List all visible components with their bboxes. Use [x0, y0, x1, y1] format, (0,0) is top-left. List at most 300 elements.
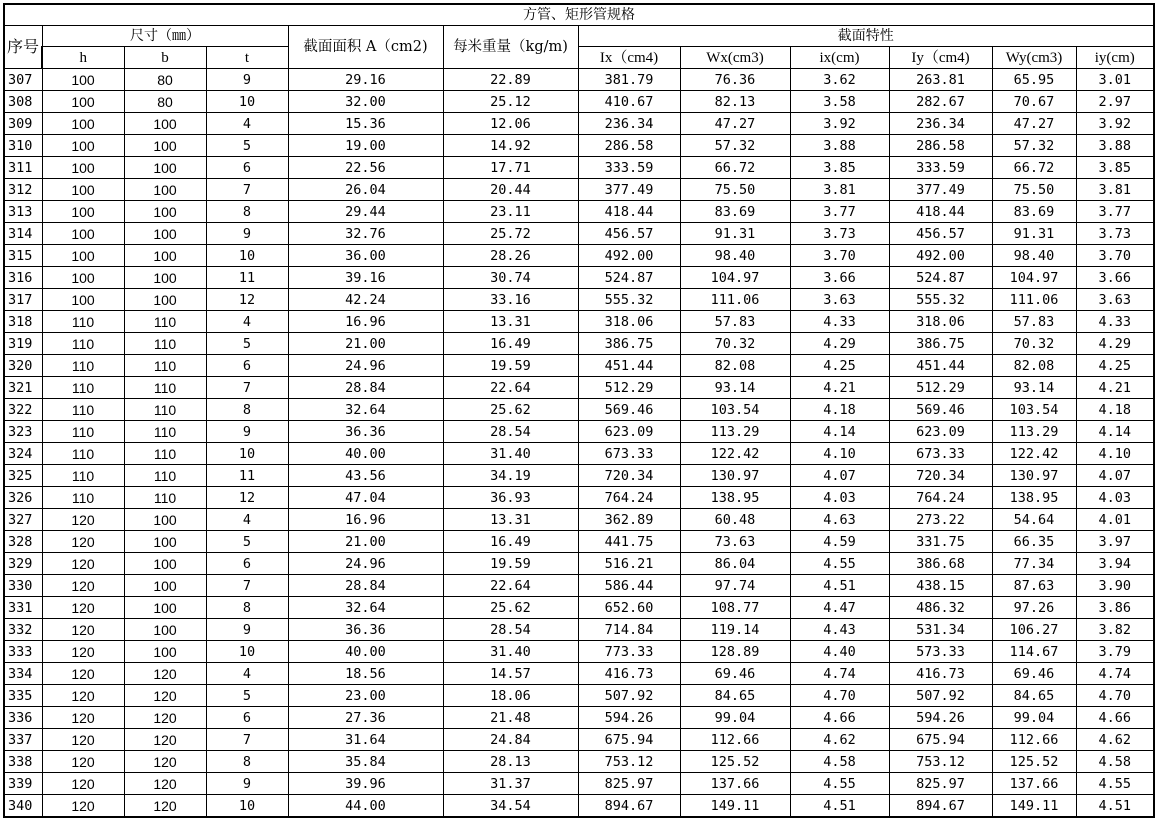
wy-cell: 114.67 — [992, 641, 1076, 663]
h-cell: 100 — [42, 245, 124, 267]
wx-cell: 93.14 — [680, 377, 790, 399]
area-cell: 21.00 — [288, 333, 443, 355]
area-cell: 29.44 — [288, 201, 443, 223]
b-cell: 120 — [124, 685, 206, 707]
wy-cell: 104.97 — [992, 267, 1076, 289]
area-cell: 36.36 — [288, 421, 443, 443]
weight-header: 每米重量（kg/m) — [443, 26, 578, 69]
index-cell: 309 — [4, 113, 42, 135]
iy-moment-cell: 673.33 — [889, 443, 992, 465]
iy-moment-cell: 675.94 — [889, 729, 992, 751]
ix-moment-cell: 894.67 — [578, 795, 680, 818]
iy-radius-cell: 3.63 — [1076, 289, 1154, 311]
wy-cell: 69.46 — [992, 663, 1076, 685]
index-cell: 339 — [4, 773, 42, 795]
b-cell: 100 — [124, 179, 206, 201]
t-cell: 6 — [206, 553, 288, 575]
index-cell: 327 — [4, 509, 42, 531]
ix-moment-cell: 441.75 — [578, 531, 680, 553]
iy-moment-cell: 386.68 — [889, 553, 992, 575]
wy-cell: 66.72 — [992, 157, 1076, 179]
ix-radius-cell: 3.88 — [790, 135, 889, 157]
wx-cell: 73.63 — [680, 531, 790, 553]
iy-radius-cell: 4.03 — [1076, 487, 1154, 509]
index-cell: 326 — [4, 487, 42, 509]
area-cell: 42.24 — [288, 289, 443, 311]
area-cell: 28.84 — [288, 377, 443, 399]
wx-cell: 137.66 — [680, 773, 790, 795]
wx-cell: 113.29 — [680, 421, 790, 443]
ix-moment-cell: 418.44 — [578, 201, 680, 223]
index-cell: 312 — [4, 179, 42, 201]
weight-cell: 31.40 — [443, 443, 578, 465]
weight-cell: 22.89 — [443, 69, 578, 91]
h-cell: 100 — [42, 91, 124, 113]
t-cell: 10 — [206, 795, 288, 818]
area-cell: 43.56 — [288, 465, 443, 487]
ix-radius-cell: 3.85 — [790, 157, 889, 179]
ix-moment-cell: 720.34 — [578, 465, 680, 487]
b-cell: 120 — [124, 707, 206, 729]
ix-radius-cell: 4.21 — [790, 377, 889, 399]
weight-cell: 24.84 — [443, 729, 578, 751]
t-cell: 7 — [206, 377, 288, 399]
b-cell: 100 — [124, 113, 206, 135]
wy-cell: 75.50 — [992, 179, 1076, 201]
area-cell: 40.00 — [288, 443, 443, 465]
wy-cell: 87.63 — [992, 575, 1076, 597]
t-cell: 6 — [206, 355, 288, 377]
table-row — [4, 575, 1154, 597]
t-cell: 5 — [206, 333, 288, 355]
ix-moment-cell: 623.09 — [578, 421, 680, 443]
area-cell: 36.00 — [288, 245, 443, 267]
weight-cell: 34.19 — [443, 465, 578, 487]
weight-cell: 22.64 — [443, 377, 578, 399]
table-row — [4, 377, 1154, 399]
h-cell: 120 — [42, 553, 124, 575]
b-cell: 120 — [124, 663, 206, 685]
t-cell: 4 — [206, 663, 288, 685]
ix-moment-cell: 381.79 — [578, 69, 680, 91]
wx-cell: 99.04 — [680, 707, 790, 729]
ix-radius-cell: 4.66 — [790, 707, 889, 729]
iy-moment-cell: 333.59 — [889, 157, 992, 179]
iy-radius-cell: 3.77 — [1076, 201, 1154, 223]
wy-cell: 93.14 — [992, 377, 1076, 399]
h-cell: 100 — [42, 113, 124, 135]
ix-radius-header: ix(cm) — [790, 47, 889, 69]
wx-cell: 91.31 — [680, 223, 790, 245]
table-row — [4, 201, 1154, 223]
ix-moment-header: Ix（cm4) — [578, 47, 680, 69]
table-row — [4, 487, 1154, 509]
weight-cell: 21.48 — [443, 707, 578, 729]
index-cell: 332 — [4, 619, 42, 641]
area-cell: 32.00 — [288, 91, 443, 113]
iy-moment-cell: 386.75 — [889, 333, 992, 355]
h-cell: 110 — [42, 443, 124, 465]
b-cell: 110 — [124, 333, 206, 355]
iy-moment-cell: 438.15 — [889, 575, 992, 597]
table-row — [4, 91, 1154, 113]
h-cell: 120 — [42, 619, 124, 641]
ix-radius-cell: 4.14 — [790, 421, 889, 443]
t-cell: 8 — [206, 597, 288, 619]
index-cell: 340 — [4, 795, 42, 818]
h-cell: 110 — [42, 311, 124, 333]
weight-cell: 22.64 — [443, 575, 578, 597]
t-cell: 7 — [206, 575, 288, 597]
wx-cell: 122.42 — [680, 443, 790, 465]
table-row — [4, 69, 1154, 91]
h-cell: 120 — [42, 773, 124, 795]
table-row — [4, 465, 1154, 487]
t-cell: 10 — [206, 641, 288, 663]
h-cell: 110 — [42, 333, 124, 355]
ix-moment-cell: 524.87 — [578, 267, 680, 289]
index-cell: 322 — [4, 399, 42, 421]
index-cell: 318 — [4, 311, 42, 333]
section-properties-header: 截面特性 — [578, 26, 1154, 47]
h-cell: 100 — [42, 135, 124, 157]
iy-moment-header: Iy（cm4) — [889, 47, 992, 69]
wy-cell: 99.04 — [992, 707, 1076, 729]
iy-radius-cell: 3.90 — [1076, 575, 1154, 597]
b-cell: 120 — [124, 751, 206, 773]
h-cell: 110 — [42, 487, 124, 509]
ix-radius-cell: 4.55 — [790, 773, 889, 795]
b-cell: 100 — [124, 135, 206, 157]
weight-cell: 13.31 — [443, 311, 578, 333]
ix-moment-cell: 377.49 — [578, 179, 680, 201]
index-cell: 311 — [4, 157, 42, 179]
iy-moment-cell: 331.75 — [889, 531, 992, 553]
iy-radius-cell: 4.51 — [1076, 795, 1154, 818]
ix-radius-cell: 4.33 — [790, 311, 889, 333]
weight-cell: 34.54 — [443, 795, 578, 818]
h-cell: 120 — [42, 641, 124, 663]
table-row — [4, 509, 1154, 531]
wx-cell: 47.27 — [680, 113, 790, 135]
index-header: 序号 — [4, 26, 42, 69]
h-cell: 120 — [42, 509, 124, 531]
table-row — [4, 597, 1154, 619]
wx-cell: 98.40 — [680, 245, 790, 267]
b-cell: 100 — [124, 289, 206, 311]
table-row — [4, 223, 1154, 245]
ix-moment-cell: 652.60 — [578, 597, 680, 619]
iy-radius-cell: 3.85 — [1076, 157, 1154, 179]
ix-moment-cell: 714.84 — [578, 619, 680, 641]
weight-cell: 18.06 — [443, 685, 578, 707]
iy-radius-cell: 4.10 — [1076, 443, 1154, 465]
area-cell: 32.64 — [288, 597, 443, 619]
t-cell: 5 — [206, 531, 288, 553]
area-cell: 19.00 — [288, 135, 443, 157]
b-cell: 80 — [124, 91, 206, 113]
iy-moment-cell: 456.57 — [889, 223, 992, 245]
t-cell: 6 — [206, 157, 288, 179]
ix-radius-cell: 3.63 — [790, 289, 889, 311]
table-row — [4, 311, 1154, 333]
b-cell: 100 — [124, 267, 206, 289]
iy-moment-cell: 524.87 — [889, 267, 992, 289]
ix-moment-cell: 456.57 — [578, 223, 680, 245]
iy-moment-cell: 492.00 — [889, 245, 992, 267]
table-row — [4, 179, 1154, 201]
area-cell: 16.96 — [288, 509, 443, 531]
ix-moment-cell: 555.32 — [578, 289, 680, 311]
area-cell: 15.36 — [288, 113, 443, 135]
ix-radius-cell: 4.40 — [790, 641, 889, 663]
iy-radius-cell: 3.70 — [1076, 245, 1154, 267]
weight-cell: 28.54 — [443, 619, 578, 641]
iy-radius-cell: 3.79 — [1076, 641, 1154, 663]
h-cell: 100 — [42, 289, 124, 311]
ix-radius-cell: 3.66 — [790, 267, 889, 289]
weight-cell: 17.71 — [443, 157, 578, 179]
table-row — [4, 355, 1154, 377]
area-cell: 27.36 — [288, 707, 443, 729]
wy-cell: 138.95 — [992, 487, 1076, 509]
wx-cell: 111.06 — [680, 289, 790, 311]
iy-radius-cell: 3.86 — [1076, 597, 1154, 619]
iy-radius-cell: 4.29 — [1076, 333, 1154, 355]
iy-moment-cell: 318.06 — [889, 311, 992, 333]
wx-cell: 112.66 — [680, 729, 790, 751]
ix-radius-cell: 3.73 — [790, 223, 889, 245]
iy-moment-cell: 286.58 — [889, 135, 992, 157]
area-cell: 47.04 — [288, 487, 443, 509]
iy-moment-cell: 720.34 — [889, 465, 992, 487]
wx-cell: 70.32 — [680, 333, 790, 355]
index-cell: 321 — [4, 377, 42, 399]
t-cell: 6 — [206, 707, 288, 729]
b-cell: 110 — [124, 355, 206, 377]
iy-radius-cell: 3.81 — [1076, 179, 1154, 201]
ix-moment-cell: 586.44 — [578, 575, 680, 597]
h-cell: 120 — [42, 597, 124, 619]
iy-moment-cell: 507.92 — [889, 685, 992, 707]
weight-cell: 13.31 — [443, 509, 578, 531]
iy-radius-cell: 2.97 — [1076, 91, 1154, 113]
h-header: h — [42, 47, 124, 69]
t-cell: 9 — [206, 773, 288, 795]
weight-cell: 23.11 — [443, 201, 578, 223]
index-cell: 325 — [4, 465, 42, 487]
wy-cell: 97.26 — [992, 597, 1076, 619]
t-header: t — [206, 47, 288, 69]
area-cell: 36.36 — [288, 619, 443, 641]
index-cell: 310 — [4, 135, 42, 157]
iy-moment-cell: 377.49 — [889, 179, 992, 201]
iy-moment-cell: 555.32 — [889, 289, 992, 311]
iy-moment-cell: 418.44 — [889, 201, 992, 223]
wx-header: Wx(cm3) — [680, 47, 790, 69]
index-cell: 319 — [4, 333, 42, 355]
h-cell: 100 — [42, 157, 124, 179]
ix-moment-cell: 286.58 — [578, 135, 680, 157]
iy-radius-cell: 4.62 — [1076, 729, 1154, 751]
wx-cell: 69.46 — [680, 663, 790, 685]
t-cell: 8 — [206, 399, 288, 421]
h-cell: 120 — [42, 729, 124, 751]
iy-radius-cell: 4.70 — [1076, 685, 1154, 707]
area-cell: 21.00 — [288, 531, 443, 553]
h-cell: 100 — [42, 201, 124, 223]
index-cell: 334 — [4, 663, 42, 685]
iy-moment-cell: 825.97 — [889, 773, 992, 795]
b-cell: 100 — [124, 641, 206, 663]
iy-radius-cell: 4.25 — [1076, 355, 1154, 377]
iy-radius-cell: 3.66 — [1076, 267, 1154, 289]
table-row — [4, 641, 1154, 663]
wy-cell: 65.95 — [992, 69, 1076, 91]
wy-cell: 54.64 — [992, 509, 1076, 531]
wx-cell: 128.89 — [680, 641, 790, 663]
wx-cell: 82.08 — [680, 355, 790, 377]
area-cell: 26.04 — [288, 179, 443, 201]
table-row — [4, 421, 1154, 443]
index-cell: 336 — [4, 707, 42, 729]
table-row — [4, 685, 1154, 707]
b-header: b — [124, 47, 206, 69]
wx-cell: 138.95 — [680, 487, 790, 509]
iy-moment-cell: 569.46 — [889, 399, 992, 421]
table-row — [4, 157, 1154, 179]
weight-cell: 25.62 — [443, 399, 578, 421]
wy-cell: 47.27 — [992, 113, 1076, 135]
iy-radius-cell: 3.88 — [1076, 135, 1154, 157]
iy-radius-cell: 4.14 — [1076, 421, 1154, 443]
ix-moment-cell: 675.94 — [578, 729, 680, 751]
weight-cell: 28.54 — [443, 421, 578, 443]
iy-radius-cell: 4.66 — [1076, 707, 1154, 729]
ix-radius-cell: 3.70 — [790, 245, 889, 267]
t-cell: 9 — [206, 619, 288, 641]
header-group-row — [4, 26, 1154, 47]
table-row — [4, 135, 1154, 157]
table-row — [4, 267, 1154, 289]
iy-radius-cell: 3.01 — [1076, 69, 1154, 91]
index-cell: 337 — [4, 729, 42, 751]
ix-moment-cell: 236.34 — [578, 113, 680, 135]
t-cell: 11 — [206, 267, 288, 289]
index-cell: 331 — [4, 597, 42, 619]
h-cell: 110 — [42, 399, 124, 421]
t-cell: 7 — [206, 179, 288, 201]
h-cell: 100 — [42, 223, 124, 245]
t-cell: 5 — [206, 685, 288, 707]
iy-moment-cell: 282.67 — [889, 91, 992, 113]
wx-cell: 75.50 — [680, 179, 790, 201]
ix-radius-cell: 4.10 — [790, 443, 889, 465]
weight-cell: 12.06 — [443, 113, 578, 135]
b-cell: 120 — [124, 795, 206, 818]
table-row — [4, 707, 1154, 729]
index-cell: 320 — [4, 355, 42, 377]
spec-table — [3, 3, 1155, 818]
ix-moment-cell: 507.92 — [578, 685, 680, 707]
table-row — [4, 619, 1154, 641]
area-cell: 39.16 — [288, 267, 443, 289]
iy-moment-cell: 236.34 — [889, 113, 992, 135]
wy-cell: 82.08 — [992, 355, 1076, 377]
wx-cell: 60.48 — [680, 509, 790, 531]
index-cell: 307 — [4, 69, 42, 91]
ix-radius-cell: 4.43 — [790, 619, 889, 641]
area-cell: 40.00 — [288, 641, 443, 663]
h-cell: 120 — [42, 575, 124, 597]
wy-cell: 91.31 — [992, 223, 1076, 245]
ix-moment-cell: 333.59 — [578, 157, 680, 179]
weight-cell: 14.92 — [443, 135, 578, 157]
table-row — [4, 553, 1154, 575]
iy-radius-cell: 3.92 — [1076, 113, 1154, 135]
iy-radius-cell: 4.55 — [1076, 773, 1154, 795]
weight-cell: 30.74 — [443, 267, 578, 289]
t-cell: 10 — [206, 443, 288, 465]
ix-radius-cell: 4.58 — [790, 751, 889, 773]
ix-moment-cell: 825.97 — [578, 773, 680, 795]
wx-cell: 76.36 — [680, 69, 790, 91]
wy-cell: 57.83 — [992, 311, 1076, 333]
index-cell: 338 — [4, 751, 42, 773]
header-column-row — [4, 47, 1154, 69]
h-cell: 110 — [42, 421, 124, 443]
iy-moment-cell: 273.22 — [889, 509, 992, 531]
t-cell: 8 — [206, 751, 288, 773]
index-cell: 308 — [4, 91, 42, 113]
wy-cell: 130.97 — [992, 465, 1076, 487]
ix-moment-cell: 386.75 — [578, 333, 680, 355]
wy-cell: 57.32 — [992, 135, 1076, 157]
iy-radius-cell: 4.58 — [1076, 751, 1154, 773]
table-title: 方管、矩形管规格 — [4, 4, 1154, 26]
wy-cell: 77.34 — [992, 553, 1076, 575]
wx-cell: 82.13 — [680, 91, 790, 113]
b-cell: 80 — [124, 69, 206, 91]
index-cell: 323 — [4, 421, 42, 443]
ix-moment-cell: 492.00 — [578, 245, 680, 267]
iy-moment-cell: 594.26 — [889, 707, 992, 729]
b-cell: 110 — [124, 443, 206, 465]
ix-moment-cell: 753.12 — [578, 751, 680, 773]
area-cell: 31.64 — [288, 729, 443, 751]
iy-radius-header: iy(cm) — [1076, 47, 1154, 69]
wx-cell: 86.04 — [680, 553, 790, 575]
wy-cell: 83.69 — [992, 201, 1076, 223]
b-cell: 110 — [124, 399, 206, 421]
b-cell: 100 — [124, 509, 206, 531]
ix-moment-cell: 764.24 — [578, 487, 680, 509]
b-cell: 100 — [124, 201, 206, 223]
index-cell: 328 — [4, 531, 42, 553]
table-row — [4, 443, 1154, 465]
wy-cell: 122.42 — [992, 443, 1076, 465]
iy-moment-cell: 416.73 — [889, 663, 992, 685]
h-cell: 110 — [42, 465, 124, 487]
h-cell: 110 — [42, 377, 124, 399]
ix-radius-cell: 3.92 — [790, 113, 889, 135]
ix-radius-cell: 4.18 — [790, 399, 889, 421]
ix-radius-cell: 3.58 — [790, 91, 889, 113]
area-header: 截面面积 A（cm2) — [288, 26, 443, 69]
area-cell: 16.96 — [288, 311, 443, 333]
wy-header: Wy(cm3) — [992, 47, 1076, 69]
wx-cell: 84.65 — [680, 685, 790, 707]
